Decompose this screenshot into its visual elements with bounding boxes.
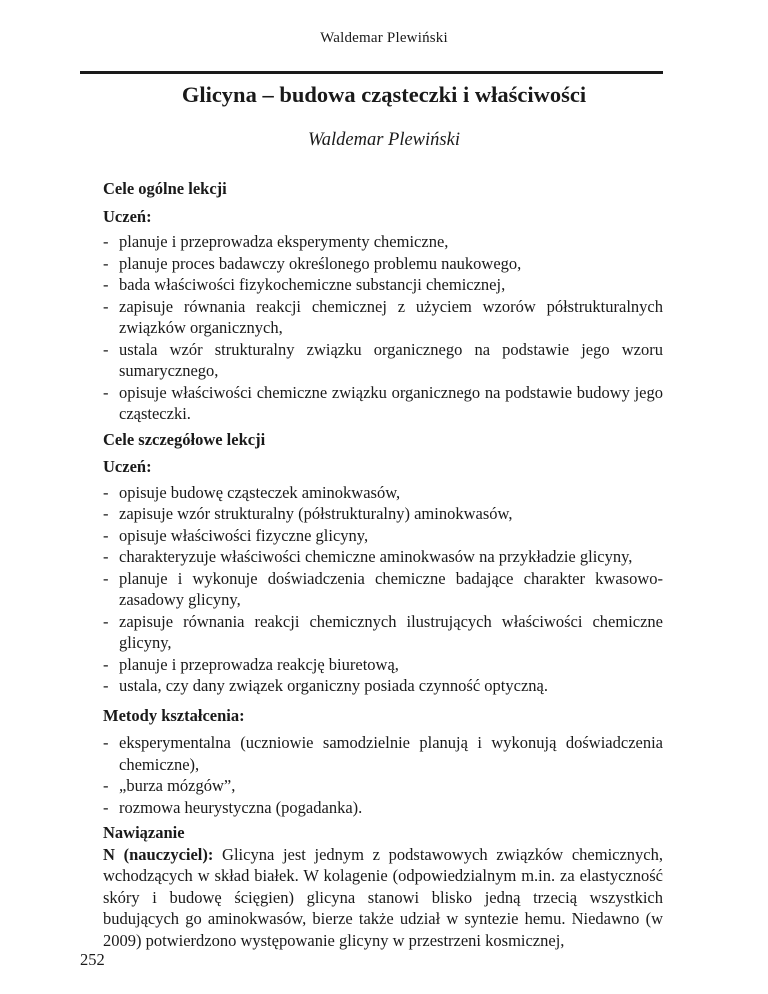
- section-sub-student: Uczeń:: [103, 457, 152, 476]
- section-heading-general-goals: Cele ogólne lekcji: [103, 179, 227, 198]
- list-item: - planuje i wykonuje doświadczenia chemiczne badające charakter kwasowo-zasadowy glicyny,: [103, 568, 663, 611]
- speaker-label: N (nauczyciel):: [103, 844, 214, 864]
- section-heading-methods: Metody kształcenia:: [103, 705, 245, 725]
- methods-list: [103, 732, 663, 818]
- list-item: - charakteryzuje właściwości chemiczne aminokwasów na przykładzie glicyny,: [103, 546, 663, 568]
- list-item: - planuje i przeprowadza eksperymenty chemiczne,: [103, 231, 663, 253]
- list-item: - ustala wzór strukturalny związku organicznego na podstawie jego wzoru sumarycznego,: [103, 339, 663, 382]
- list-item: - zapisuje równania reakcji chemicznych ilustrujących właściwości chemiczne glicyny,: [103, 611, 663, 654]
- list-item: - eksperymentalna (uczniowie samodzielnie planują i wykonują doświadczenia chemiczne),: [103, 732, 663, 775]
- introduction-paragraph: [103, 844, 663, 952]
- general-goals-list: [103, 231, 663, 425]
- list-item: - zapisuje równania reakcji chemicznej z użyciem wzorów półstrukturalnych związków organicznych,: [103, 296, 663, 339]
- page-number: 252: [80, 950, 105, 969]
- list-item: - zapisuje wzór strukturalny (półstrukturalny) aminokwasów,: [103, 503, 663, 525]
- section-heading-specific-goals: Cele szczegółowe lekcji: [103, 429, 266, 449]
- list-item: - opisuje budowę cząsteczek aminokwasów,: [103, 482, 663, 504]
- section-sub-student: Uczeń:: [103, 206, 152, 226]
- list-item: - opisuje właściwości chemiczne związku organicznego na podstawie budowy jego cząsteczki.: [103, 382, 663, 425]
- paragraph-text: Glicyna jest jednym z podstawowych związków chemicznych, wchodzących w skład białek. W kolagenie (odpowiedzialnym m.in. za elastyczność skóry i budowę ścięgien) glicyna stanowi blisko jedną trzecią wszystkich budujących go aminokwasów, bierze także udział w syntezie hemu. Niedawno (w 2009) potwierdzono występowanie glicyny w przestrzeni kosmicznej,: [103, 844, 664, 950]
- list-item: - rozmowa heurystyczna (pogadanka).: [103, 797, 663, 819]
- list-item: - planuje i przeprowadza reakcję biuretową,: [103, 654, 663, 676]
- page-title: Glicyna – budowa cząsteczki i właściwości: [181, 82, 587, 107]
- article-body: [103, 178, 663, 951]
- list-item: - „burza mózgów”,: [103, 775, 663, 797]
- header-rule: [80, 71, 663, 74]
- list-item: - planuje proces badawczy określonego problemu naukowego,: [103, 253, 663, 275]
- section-heading-introduction: Nawiązanie: [103, 823, 185, 842]
- specific-goals-list: [103, 482, 663, 697]
- list-item: - bada właściwości fizykochemiczne substancji chemicznej,: [103, 274, 663, 296]
- list-item: - opisuje właściwości fizyczne glicyny,: [103, 525, 663, 547]
- list-item: - ustala, czy dany związek organiczny posiada czynność optyczną.: [103, 675, 663, 697]
- author-name: Waldemar Plewiński: [308, 130, 460, 150]
- running-header: Waldemar Plewiński: [320, 30, 448, 46]
